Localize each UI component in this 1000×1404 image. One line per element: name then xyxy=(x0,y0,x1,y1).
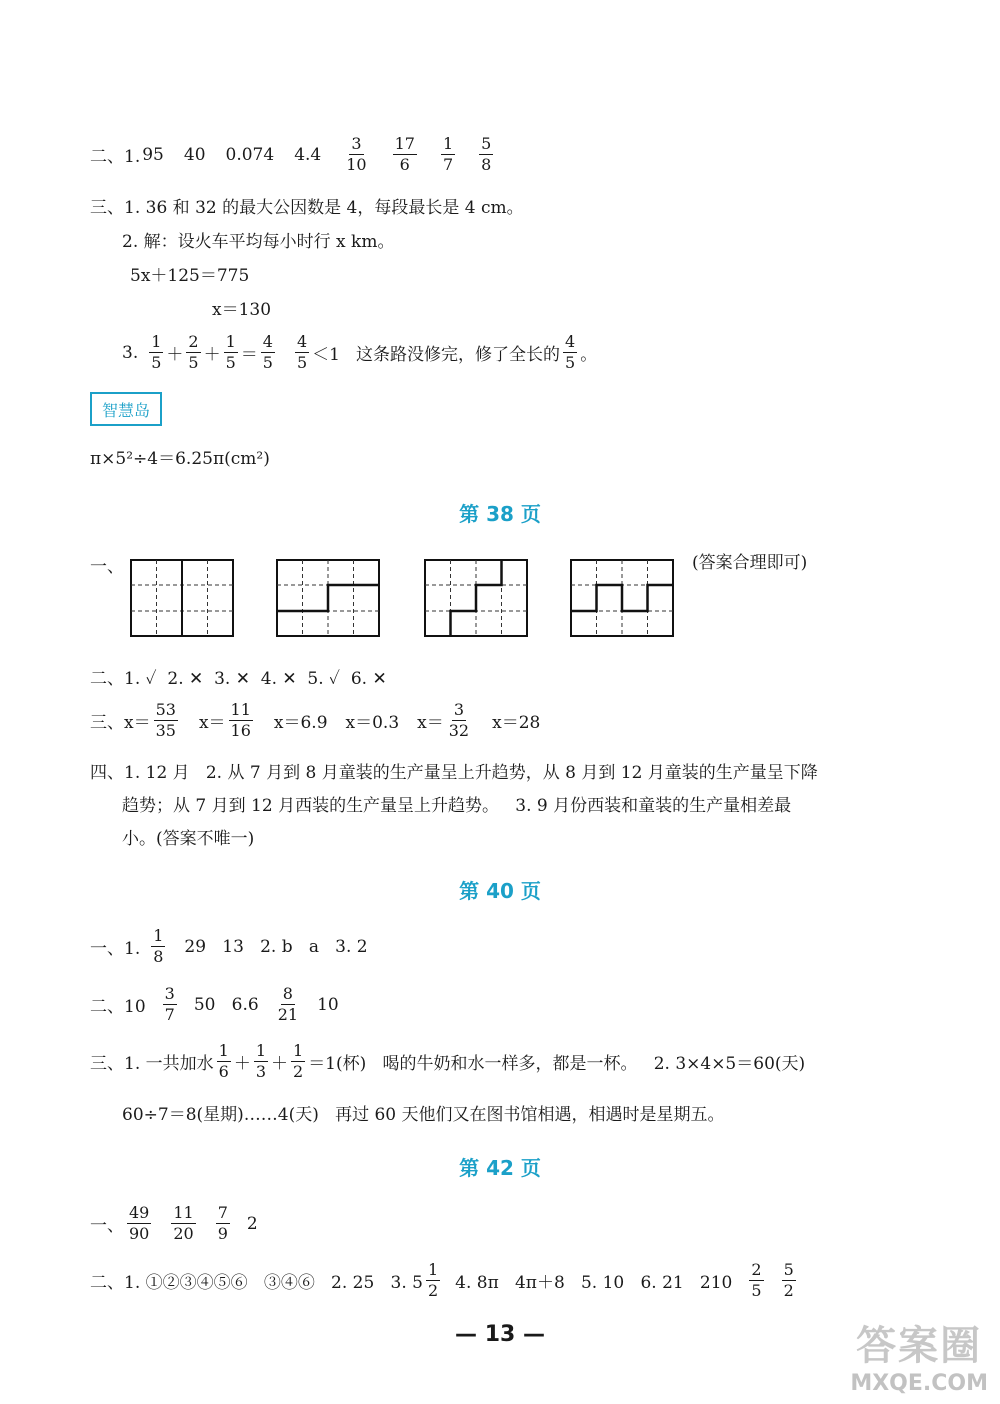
fraction: $\frac{2}{5}$ xyxy=(188,332,199,372)
answer-text: 50 6.6 xyxy=(193,994,259,1015)
value: 0.074 xyxy=(225,144,275,165)
comparison: ＜1 xyxy=(312,345,340,365)
answer-text: 60÷7＝8(星期)……4(天) 再过 60 天他们又在图书馆相遇，相遇时是星期五。 xyxy=(122,1105,725,1125)
value: 4.4 xyxy=(294,144,322,165)
line-prefix xyxy=(90,552,124,577)
equation-text: 5x＋125＝775 xyxy=(130,266,250,286)
answer-text: 2. 解：设火车平均每小时行 x km。 xyxy=(122,232,395,252)
grid-figure-3 xyxy=(424,559,528,637)
fraction: $\frac{4}{5}$ xyxy=(296,332,308,372)
fraction: $\frac{1}{7}$ xyxy=(442,134,454,174)
equation-text: x＝ xyxy=(124,713,151,733)
line-prefix: 3. xyxy=(122,342,139,363)
prefix-text: 一、 xyxy=(90,557,124,577)
fraction: $\frac{4}{5}$ xyxy=(565,332,576,372)
p42-choice-answers xyxy=(90,1262,799,1299)
period: 。 xyxy=(580,345,598,365)
fraction: $\frac{4}{5}$ xyxy=(262,332,273,372)
value: 40 xyxy=(183,144,206,165)
fraction: $\frac{1}{5}$ xyxy=(225,332,236,372)
line-prefix: 三、 xyxy=(90,713,124,733)
answer-line-3-1 xyxy=(90,193,524,218)
fraction: $\frac{53}{35}$ xyxy=(155,700,176,740)
answer-text: 二、1. ✓ 2. ✕ 3. ✕ 4. ✕ 5. ✓ 6. ✕ xyxy=(90,669,387,689)
answer-text: 趋势；从 7 月到 12 月西装的生产量呈上升趋势。 3. 9 月份西装和童装的生产量相差最 xyxy=(122,796,792,816)
line-prefix: 一、 xyxy=(90,1216,124,1236)
equation-text: x＝ xyxy=(417,713,444,733)
answer-text: 4. 8π 4π＋8 5. 10 6. 21 210 xyxy=(455,1273,733,1293)
equation-text: x＝130 xyxy=(212,300,272,320)
word-problem-2 xyxy=(122,1100,725,1125)
answer-line-2 xyxy=(90,136,496,173)
trend-answer-1 xyxy=(90,758,818,783)
answer-text: 2 xyxy=(246,1213,258,1234)
operator: ＋ xyxy=(203,345,221,365)
fraction: $\frac{1}{3}$ xyxy=(255,1041,266,1081)
line-prefix: 三、1. 一共加水 xyxy=(90,1054,214,1074)
line-prefix: 一、1. xyxy=(90,939,141,959)
pi-answer xyxy=(90,444,270,469)
fraction: $\frac{5}{2}$ xyxy=(783,1260,794,1300)
equation xyxy=(130,261,249,286)
answer-text: 小。(答案不唯一) xyxy=(122,829,255,849)
word-problem-1 xyxy=(90,1043,805,1080)
fraction: $\frac{3}{7}$ xyxy=(164,984,175,1024)
equation-text: x＝ xyxy=(198,713,226,733)
judgement-answers xyxy=(90,664,387,689)
fraction: $\frac{3}{10}$ xyxy=(346,134,367,174)
page-number: — 13 — xyxy=(455,1322,545,1347)
operator: ＋ xyxy=(233,1054,251,1074)
note-text: (答案合理即可) xyxy=(692,553,808,573)
answer-text: 二、1. ①②③④⑤⑥ ③④⑥ 2. 25 3. 5 xyxy=(90,1273,423,1293)
equation-text: π×5²÷4＝6.25π(cm²) xyxy=(90,449,270,469)
watermark-url: MXQE.COM xyxy=(850,1371,988,1396)
fraction: $\frac{11}{20}$ xyxy=(173,1203,194,1243)
fraction: $\frac{49}{90}$ xyxy=(129,1203,150,1243)
line-prefix: 二、10 xyxy=(90,997,146,1017)
equation xyxy=(212,295,271,320)
answer-note xyxy=(692,548,807,573)
fraction: $\frac{1}{8}$ xyxy=(153,926,164,966)
fraction: $\frac{1}{6}$ xyxy=(218,1041,229,1081)
equation-text: x＝6.9 xyxy=(273,713,328,733)
value: 95 xyxy=(142,144,164,165)
line-prefix: 二、1. xyxy=(90,147,141,167)
operator: ＝ xyxy=(240,345,258,365)
fraction: $\frac{17}{6}$ xyxy=(394,134,415,174)
grid-figure-2 xyxy=(276,559,380,637)
p42-fill-answers xyxy=(90,1205,258,1242)
answer-text: ＝1(杯) 喝的牛奶和水一样多，都是一杯。 2. 3×4×5＝60(天) xyxy=(308,1054,806,1074)
section-title-p42: 第 42 页 xyxy=(459,1156,541,1180)
trend-answer-3 xyxy=(122,824,254,849)
equation-text: x＝0.3 xyxy=(345,713,400,733)
answer-text: 29 13 2. b a 3. 2 xyxy=(184,936,368,957)
answer-text: 三、1. 36 和 32 的最大公因数是 4，每段最长是 4 cm。 xyxy=(90,198,524,218)
grid-figure-4 xyxy=(570,559,674,637)
equation-text: x＝28 xyxy=(492,713,541,733)
fraction: $\frac{11}{16}$ xyxy=(230,700,251,740)
fraction: $\frac{5}{8}$ xyxy=(481,134,492,174)
fill-answers xyxy=(90,928,368,965)
fraction: $\frac{3}{32}$ xyxy=(448,700,470,740)
fraction: $\frac{1}{2}$ xyxy=(427,1260,439,1300)
answer-line-3-3 xyxy=(122,334,597,371)
answer-text: 这条路没修完，修了全长的 xyxy=(356,345,560,365)
section-title-p38: 第 38 页 xyxy=(459,502,541,526)
wisdom-island-badge: 智慧岛 xyxy=(90,392,162,426)
grid-figure-1 xyxy=(130,559,234,637)
fraction: $\frac{8}{21}$ xyxy=(277,984,299,1024)
operator: ＋ xyxy=(166,345,184,365)
watermark xyxy=(850,1314,988,1396)
answer-text: 10 xyxy=(317,994,339,1015)
section-title-p40: 第 40 页 xyxy=(459,879,541,903)
fraction: $\frac{1}{2}$ xyxy=(293,1041,304,1081)
calc-answers xyxy=(90,986,339,1023)
trend-answer-2 xyxy=(122,791,791,816)
fraction: $\frac{1}{5}$ xyxy=(151,332,162,372)
watermark-logo: 答案圈 xyxy=(856,1323,983,1369)
fraction: $\frac{7}{9}$ xyxy=(217,1203,228,1243)
answer-text: 四、1. 12 月 2. 从 7 月到 8 月童装的生产量呈上升趋势，从 8 月到 12 月童装的生产量呈下降 xyxy=(90,763,818,783)
equation-answers xyxy=(90,702,540,739)
fraction: $\frac{2}{5}$ xyxy=(751,1260,762,1300)
operator: ＋ xyxy=(271,1054,288,1074)
answer-line-3-2 xyxy=(122,227,394,252)
